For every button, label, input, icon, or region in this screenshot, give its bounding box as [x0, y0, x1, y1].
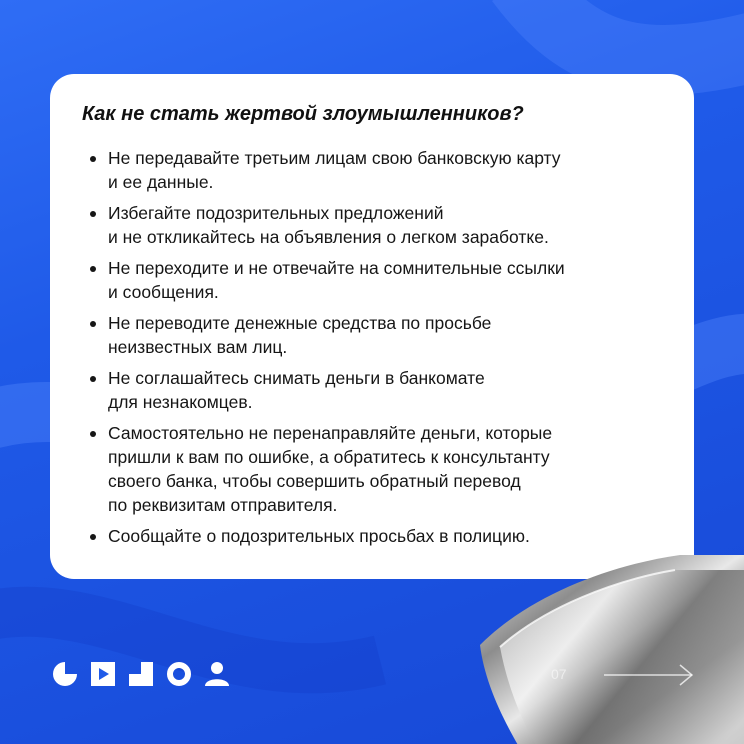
bullet-icon [90, 431, 96, 437]
person-icon [204, 661, 230, 687]
brand-logo [52, 661, 230, 687]
list-item: Не соглашайтесь снимать деньги в банкомате для незнакомцев. [82, 366, 660, 414]
bullet-icon [90, 534, 96, 540]
pie-shape-icon [52, 661, 78, 687]
arrow-right-icon [602, 660, 698, 690]
list-item: Избегайте подозрительных предложений и не откликайтесь на объявления о легком заработке. [82, 201, 660, 249]
ring-icon [166, 661, 192, 687]
bullet-icon [90, 156, 96, 162]
bullet-icon [90, 376, 96, 382]
step-shape-icon [128, 661, 154, 687]
tips-list [82, 146, 660, 548]
tips-card [50, 74, 694, 579]
list-item: Не передавайте третьим лицам свою банковскую карту и ее данные. [82, 146, 660, 194]
list-item: Не переходите и не отвечайте на сомнительные ссылки и сообщения. [82, 256, 660, 304]
shield-icon [470, 555, 744, 744]
card-title: Как не стать жертвой злоумышленников? [82, 103, 524, 125]
bullet-icon [90, 211, 96, 217]
list-item: Самостоятельно не перенаправляйте деньги, которые пришли к вам по ошибке, а обратитесь к консультанту своего банка, чтобы совершить обратный перевод по реквизитам отправителя. [82, 421, 660, 517]
play-square-icon [90, 661, 116, 687]
bullet-icon [90, 266, 96, 272]
page-number: 07 [551, 666, 567, 682]
list-item: Не переводите денежные средства по просьбе неизвестных вам лиц. [82, 311, 660, 359]
list-item: Сообщайте о подозрительных просьбах в полицию. [82, 524, 660, 548]
bullet-icon [90, 321, 96, 327]
